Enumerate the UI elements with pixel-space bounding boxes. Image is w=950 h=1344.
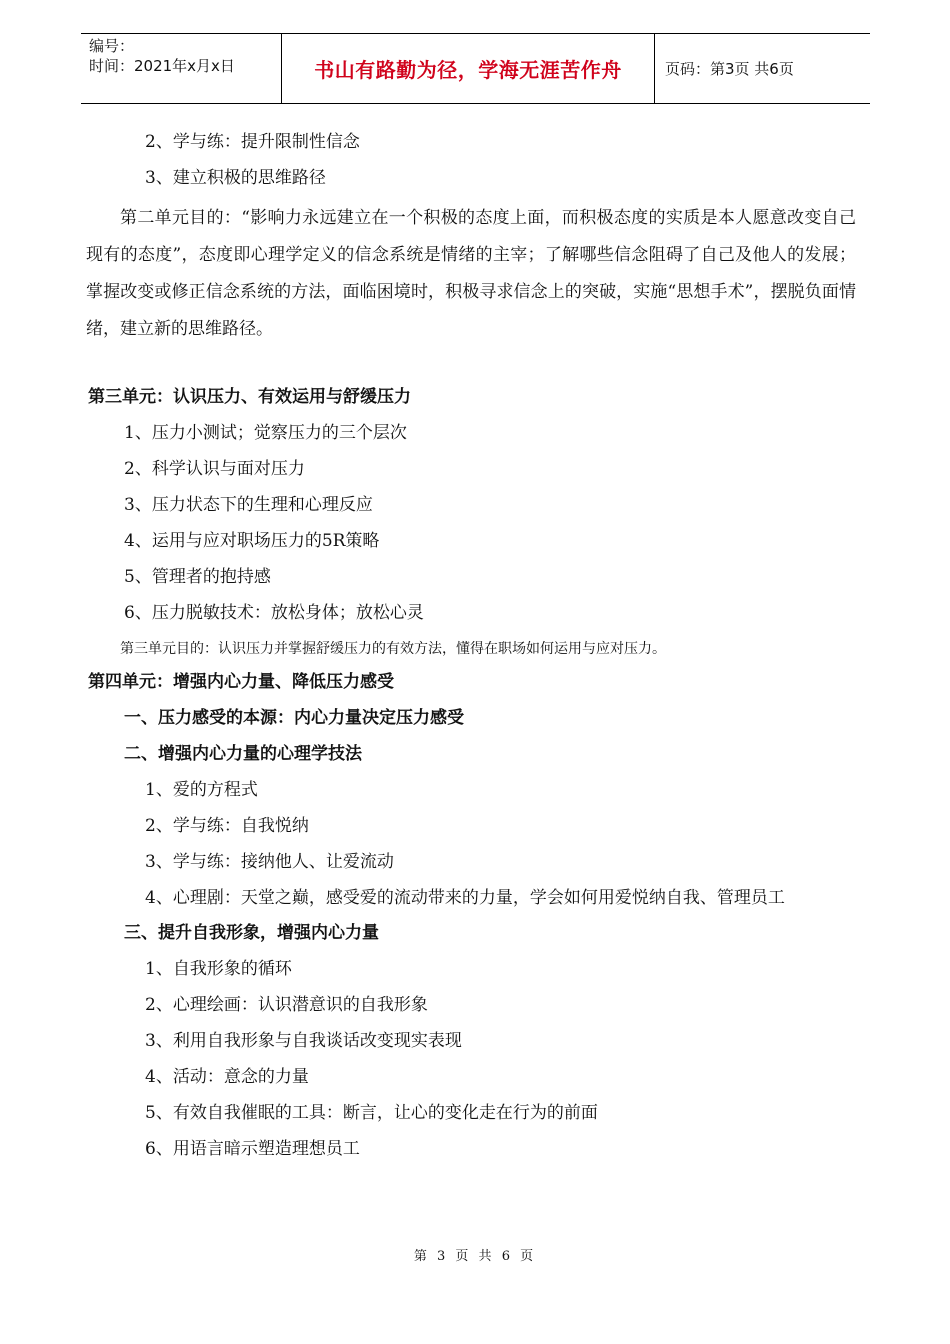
unit3-item: 1、压力小测试；觉察压力的三个层次 <box>124 423 407 443</box>
header-meta <box>81 34 281 103</box>
unit3-item: 2、科学认识与面对压力 <box>124 459 305 479</box>
unit4-title: 第四单元：增强内心力量、降低压力感受 <box>88 672 394 692</box>
unit3-item: 3、压力状态下的生理和心理反应 <box>124 495 373 515</box>
unit3-item: 5、管理者的抱持感 <box>124 567 271 587</box>
unit4-section2-item: 3、学与练：接纳他人、让爱流动 <box>145 852 394 872</box>
unit4-section2-item: 4、心理剧：天堂之巅，感受爱的流动带来的力量，学会如何用爱悦纳自我、管理员工 <box>145 888 785 908</box>
unit3-goal: 第三单元目的：认识压力并掌握舒缓压力的有效方法，懂得在职场如何运用与应对压力。 <box>120 641 666 657</box>
unit4-section3-item: 2、心理绘画：认识潜意识的自我形象 <box>145 995 428 1015</box>
header-motto: 书山有路勤为径，学海无涯苦作舟 <box>281 34 655 103</box>
unit4-section2-item: 2、学与练：自我悦纳 <box>145 816 309 836</box>
document-date-label: 时间：2021年x月x日 <box>89 57 235 75</box>
page-footer: 第 3 页 共 6 页 <box>413 1249 537 1264</box>
document-number-label: 编号： <box>89 37 135 55</box>
unit4-section-3: 三、提升自我形象，增强内心力量 <box>124 923 379 943</box>
unit3-item: 6、压力脱敏技术：放松身体；放松心灵 <box>124 603 424 623</box>
unit4-section3-item: 3、利用自我形象与自我谈话改变现实表现 <box>145 1031 462 1051</box>
unit4-section3-item: 6、用语言暗示塑造理想员工 <box>145 1139 360 1159</box>
header-page-label: 页码：第3页 共6页 <box>665 60 794 78</box>
unit2-item-2: 2、学与练：提升限制性信念 <box>145 132 360 152</box>
unit3-title: 第三单元：认识压力、有效运用与舒缓压力 <box>88 387 411 407</box>
unit4-section3-item: 4、活动：意念的力量 <box>145 1067 309 1087</box>
unit2-goal-paragraph: 第二单元目的：“影响力永远建立在一个积极的态度上面，而积极态度的实质是本人愿意改变自己现有的态度”，态度即心理学定义的信念系统是情绪的主宰；了解哪些信念阻碍了自己及他人的发展；掌握改变或修正信念系统的方法，面临困境时，积极寻求信念上的突破，实施“思想手术”，摆脱负面情绪，建立新的思维路径。 <box>86 208 856 339</box>
unit2-item-3: 3、建立积极的思维路径 <box>145 168 326 188</box>
page-header <box>81 33 870 104</box>
unit4-section2-item: 1、爱的方程式 <box>145 780 258 800</box>
unit4-section-1: 一、压力感受的本源：内心力量决定压力感受 <box>124 708 464 728</box>
unit3-item: 4、运用与应对职场压力的5R策略 <box>124 531 380 551</box>
unit4-section3-item: 5、有效自我催眠的工具：断言，让心的变化走在行为的前面 <box>145 1103 598 1123</box>
unit4-section3-item: 1、自我形象的循环 <box>145 959 292 979</box>
unit4-section-2: 二、增强内心力量的心理学技法 <box>124 744 362 764</box>
